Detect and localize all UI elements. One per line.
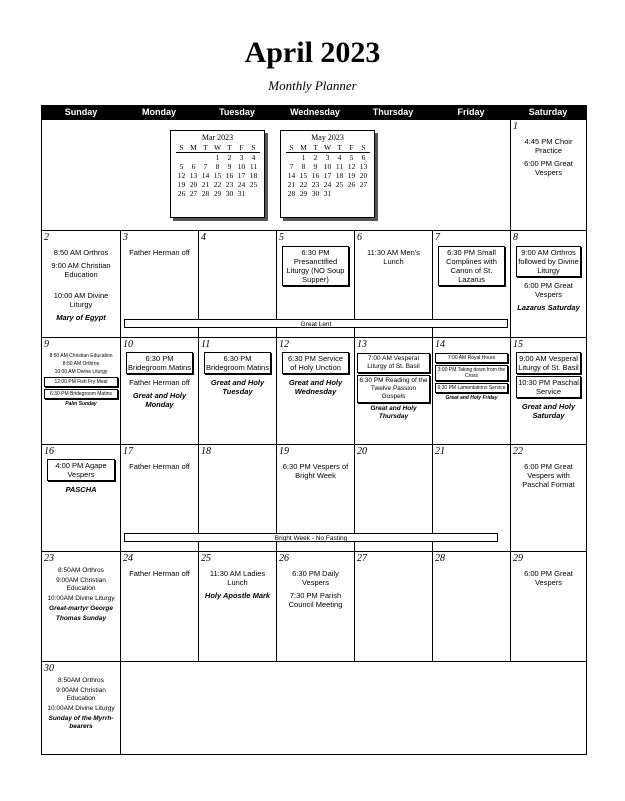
row-divider [42,661,586,662]
feast-label: Great and Holy Tuesday [210,378,265,396]
day-cell[interactable] [199,552,276,661]
day-number: 7 [435,232,440,243]
event: Father Herman off [129,569,190,578]
event: 10:00AM Divine Liturgy [47,595,115,602]
feast-label: Sunday of the Myrrh-bearers [48,715,114,730]
feast-label: Great-martyr George [49,605,113,612]
day-number: 10 [123,339,133,350]
day-number: 3 [123,232,128,243]
feast-label: PASCHA [65,485,97,494]
day-number: 20 [357,446,367,457]
col-divider [120,661,121,754]
mini-calendar-may [280,130,375,218]
day-cell[interactable] [433,231,510,321]
event-box: 6:30 PM Small Complines with Canon of St. Lazarus [438,246,505,286]
day-cell[interactable] [121,552,198,661]
day-number: 19 [279,446,289,457]
event: Father Herman off [129,248,190,257]
day-cell[interactable] [42,662,120,754]
event: 9:00AM Christian Education [56,577,106,592]
event-box: 3:00 PM Taking down from the Cross [435,365,508,381]
day-number: 22 [513,446,523,457]
day-number: 18 [201,446,211,457]
day-cell[interactable] [42,231,120,337]
feast-label: Mary of Egypt [56,313,106,322]
event: 6:30 PM Vespers of Bright Week [282,462,349,480]
event: 4:45 PM Choir Practice [524,137,573,155]
event-box: 4:00 PM Agape Vespers [47,459,115,481]
day-number: 8 [513,232,518,243]
event: 8:50 AM Christian Education [49,353,113,359]
feast-label: Great and Holy Thursday [370,405,417,420]
day-number: 6 [357,232,362,243]
day-cell[interactable] [277,338,354,444]
day-number: 9 [44,339,49,350]
day-number: 13 [357,339,367,350]
day-number: 25 [201,553,211,564]
day-number: 11 [201,339,211,350]
day-number: 2 [44,232,49,243]
weekday-header-saturday: Saturday [510,106,586,119]
event: 8:50 AM Orthros [62,361,100,367]
day-number: 24 [123,553,133,564]
day-cell[interactable] [199,445,276,533]
event-box: 6:30 PM Lamentations Service [435,383,508,393]
event-box: 6:30 PM Bridegroom Matins [126,352,193,374]
event-box: 12:00 PM Fish Fry Meal [44,377,118,387]
event-box: 9:00 AM Vesperal Liturgy of St. Basil [516,352,581,374]
event: 11:30 AM Men's Lunch [367,248,420,266]
day-number: 12 [279,339,289,350]
day-number: 30 [44,663,54,674]
mini-calendar-title: Mar 2023 [201,133,234,142]
day-cell[interactable] [433,552,510,661]
day-cell[interactable] [277,552,354,661]
event: 9:00AM Christian Education [56,687,106,702]
day-cell[interactable] [277,231,354,321]
event: 8:50AM Orthros [58,677,104,684]
day-cell[interactable] [277,445,354,533]
event: 9:00 AM Christian Education [51,261,111,279]
event-box: 6:30 PM Bridegroom Matins [204,352,271,374]
feast-label: Holy Apostle Mark [204,591,271,600]
day-number: 27 [357,553,367,564]
event: Father Herman off [129,378,190,387]
row-divider [42,119,586,120]
day-cell[interactable] [433,445,510,533]
page-subtitle: Monthly Planner [268,78,357,93]
event: Father Herman off [129,462,190,471]
event: 11:30 AM Ladies Lunch [209,569,266,587]
event-box: 10:30 PM Paschal Service [516,376,581,398]
page-title: April 2023 [244,36,381,69]
event-box: 6:30 PM Presanctified Liturgy (NO Soup Supper) [282,246,349,286]
day-cell[interactable] [355,445,432,533]
event: 6:30 PM Daily Vespers [292,569,339,587]
event-box: 9:00 AM Orthros followed by Divine Liturgy [516,246,581,277]
day-cell[interactable] [199,338,276,444]
feast-label: Great and Holy Friday [445,395,498,401]
day-cell[interactable] [511,338,586,444]
day-number: 17 [123,446,133,457]
event-box: 6:30 PM Reading of the Twelve Passion Gospels [357,375,430,403]
event-box: 7:00 AM Vesperal Liturgy of St. Basil [357,353,430,373]
event: 8:50AM Orthros [58,567,104,574]
day-cell[interactable] [355,338,432,444]
day-number: 15 [513,339,523,350]
event: 7:30 PM Parish Council Meeting [288,591,343,609]
day-cell[interactable] [511,552,586,661]
event: 6:00 PM Great Vespers [524,569,573,587]
mini-calendar-table: S M T W T F S 1 2 3 4 5 6 7 8 9 10 11 12 13 14 15 16 17 18 19 20 21 22 23 24 25 26 27 28 29 30 31 [176,143,260,198]
day-cell[interactable] [511,445,586,533]
feast-label: Lazarus Saturday [517,303,580,312]
day-number: 28 [435,553,445,564]
feast-label: Great and Holy Wednesday [288,378,343,396]
event: 6:00 PM Great Vespers [524,159,573,177]
day-cell[interactable] [42,338,120,444]
day-number: 29 [513,553,523,564]
day-cell[interactable] [42,445,120,551]
weekday-header-tuesday: Tuesday [198,106,276,119]
event-box: 6:30 PM Service of Holy Unction [282,352,349,374]
day-number: 1 [513,121,518,132]
event: 6:00 PM Great Vespers with Paschal Format [522,462,575,489]
day-cell[interactable] [42,552,120,661]
feast-label: Great and Holy Saturday [521,402,576,420]
day-number: 16 [44,446,54,457]
great-lent-bar: Great Lent [124,319,508,328]
event: 10:00AM Divine Liturgy [47,705,115,712]
weekday-header-friday: Friday [432,106,510,119]
event: 6:00 PM Great Vespers [524,281,573,299]
weekday-header-wednesday: Wednesday [276,106,354,119]
feast-label: Great and Holy Monday [132,391,187,409]
event: 10:00 AM Divine Liturgy [53,291,109,309]
day-cell[interactable] [121,445,198,533]
day-cell[interactable] [121,231,198,321]
day-cell[interactable] [511,231,586,337]
day-number: 14 [435,339,445,350]
day-cell[interactable] [355,231,432,321]
day-number: 21 [435,446,445,457]
bright-week-bar: Bright Week - No Fasting [124,533,498,542]
day-cell[interactable] [199,231,276,321]
feast-label: Thomas Sunday [55,615,107,622]
weekday-header-monday: Monday [120,106,198,119]
event-box: 6:30 PM Bridegroom Matins [44,389,118,399]
day-number: 4 [201,232,206,243]
day-cell[interactable] [511,120,586,230]
day-cell[interactable] [355,552,432,661]
event-box: 7:00 AM Royal Hours [435,353,508,363]
day-number: 26 [279,553,289,564]
weekday-header-thursday: Thursday [354,106,432,119]
mini-calendar-march [170,130,265,218]
weekday-header-sunday: Sunday [42,106,120,119]
day-number: 23 [44,553,54,564]
mini-calendar-title: May 2023 [311,133,344,142]
feast-label: Palm Sunday [65,401,97,407]
day-cell[interactable] [433,338,510,444]
mini-calendar-table: S M T W T F S 1 2 3 4 5 6 7 8 9 10 11 12 13 14 15 16 17 18 19 20 21 22 23 24 25 26 27 28 29 30 31 [286,143,370,198]
event: 8:50 AM Orthros [53,248,109,257]
calendar-grid [41,105,587,755]
event: 10:00 AM Divine Liturgy [54,369,108,375]
day-cell[interactable] [121,338,198,444]
day-number: 5 [279,232,284,243]
